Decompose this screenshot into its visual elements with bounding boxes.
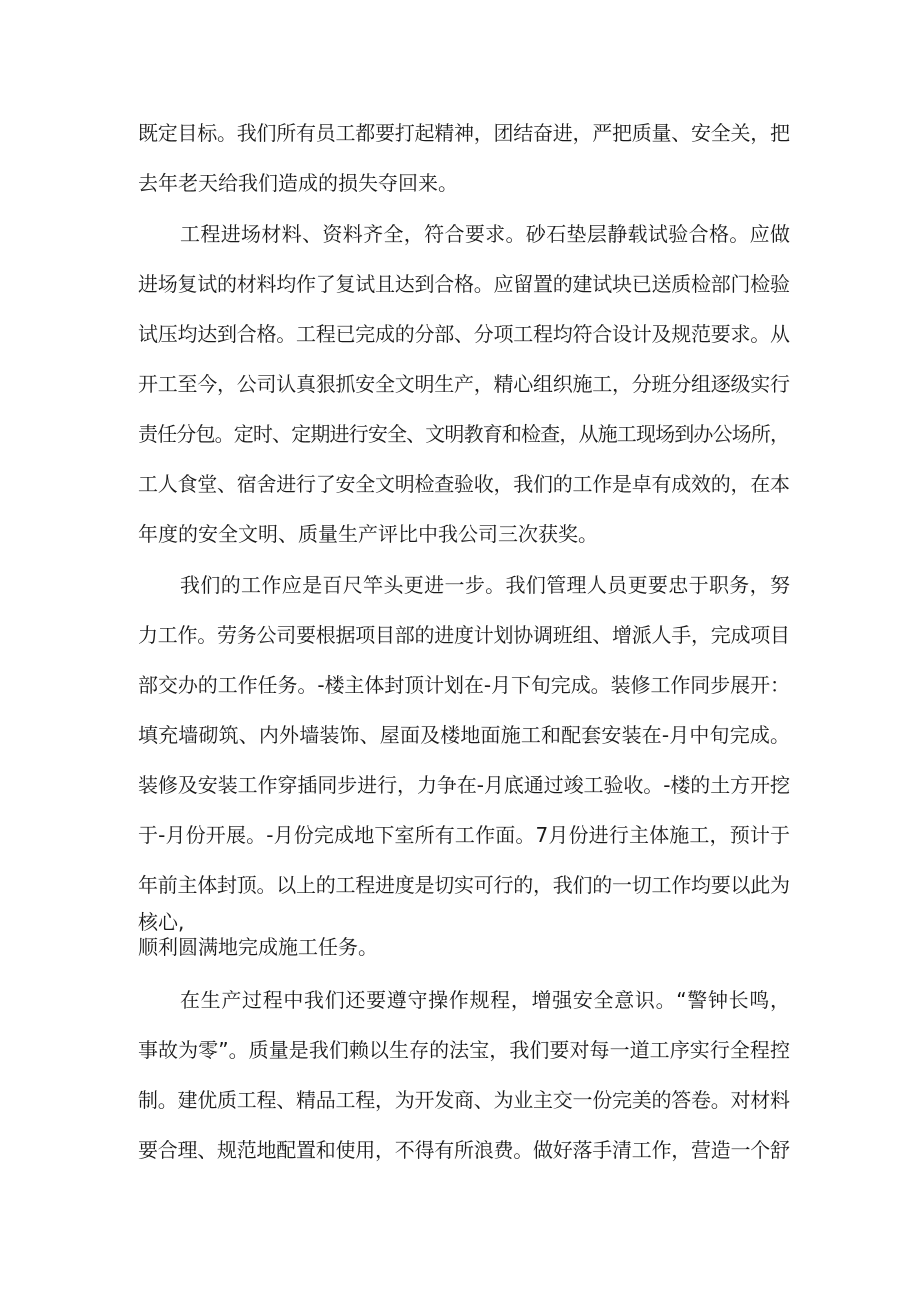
text-line-content: 要合理、规范地配置和使用，不得有所浪费。做好落手清工作，营造一个舒 (138, 1138, 790, 1162)
text-line-content: 试压均达到合格。工程已完成的分部、分项工程均符合设计及规范要求。从 (138, 322, 790, 346)
text-line-content: 制。建优质工程、精品工程，为开发商、为业主交一份完美的答卷。对材料 (138, 1088, 790, 1112)
text-line-content: 力工作。劳务公司要根据项目部的进度计划协调班组、增派人手，完成项目 (138, 623, 790, 647)
text-line-content: 核心, (138, 910, 185, 934)
text-line-content: 去年老天给我们造成的损失夺回来。 (138, 171, 458, 195)
text-line-content: 开工至今，公司认真狠抓安全文明生产，精心组织施工，分班分组逐级实行 (138, 372, 790, 396)
text-line-content: 责任分包。定时、定期进行安全、文明教育和检查，从施工现场到办公场所， (138, 422, 790, 446)
text-line-content: 在生产过程中我们还要遵守操作规程，增强安全意识。“警钟长鸣， (180, 988, 791, 1012)
text-line-content: 工程进场材料、资料齐全，符合要求。砂石垫层静载试验合格。应做 (180, 222, 791, 246)
text-line-content: 于-月份开展。-月份完成地下室所有工作面。7月份进行主体施工，预计于 (138, 823, 791, 847)
text-line-content: 事故为零”。质量是我们赖以生存的法宝，我们要对每一道工序实行全程控 (138, 1038, 791, 1062)
text-line-content: 装修及安装工作穿插同步进行，力争在-月底通过竣工验收。-楼的土方开挖 (138, 773, 790, 797)
text-line-content: 顺利圆满地完成施工任务。 (138, 935, 378, 959)
text-line-content: 既定目标。我们所有员工都要打起精神，团结奋进，严把质量、安全关，把 (138, 121, 790, 145)
text-line-content: 工人食堂、宿舍进行了安全文明检查验收，我们的工作是卓有成效的，在本 (138, 472, 790, 496)
text-line-content: 年度的安全文明、质量生产评比中我公司三次获奖。 (138, 522, 598, 546)
text-line-content: 部交办的工作任务。-楼主体封顶计划在-月下旬完成。装修工作同步展开： (138, 673, 790, 697)
text-line-content: 我们的工作应是百尺竿头更进一步。我们管理人员更要忠于职务，努 (180, 573, 791, 597)
text-line-content: 进场复试的材料均作了复试且达到合格。应留置的建试块已送质检部门检验 (138, 272, 790, 296)
text-line-content: 年前主体封顶。以上的工程进度是切实可行的，我们的一切工作均要以此为 (138, 873, 790, 897)
text-line-content: 填充墙砌筑、内外墙装饰、屋面及楼地面施工和配套安装在-月中旬完成。 (138, 723, 791, 747)
